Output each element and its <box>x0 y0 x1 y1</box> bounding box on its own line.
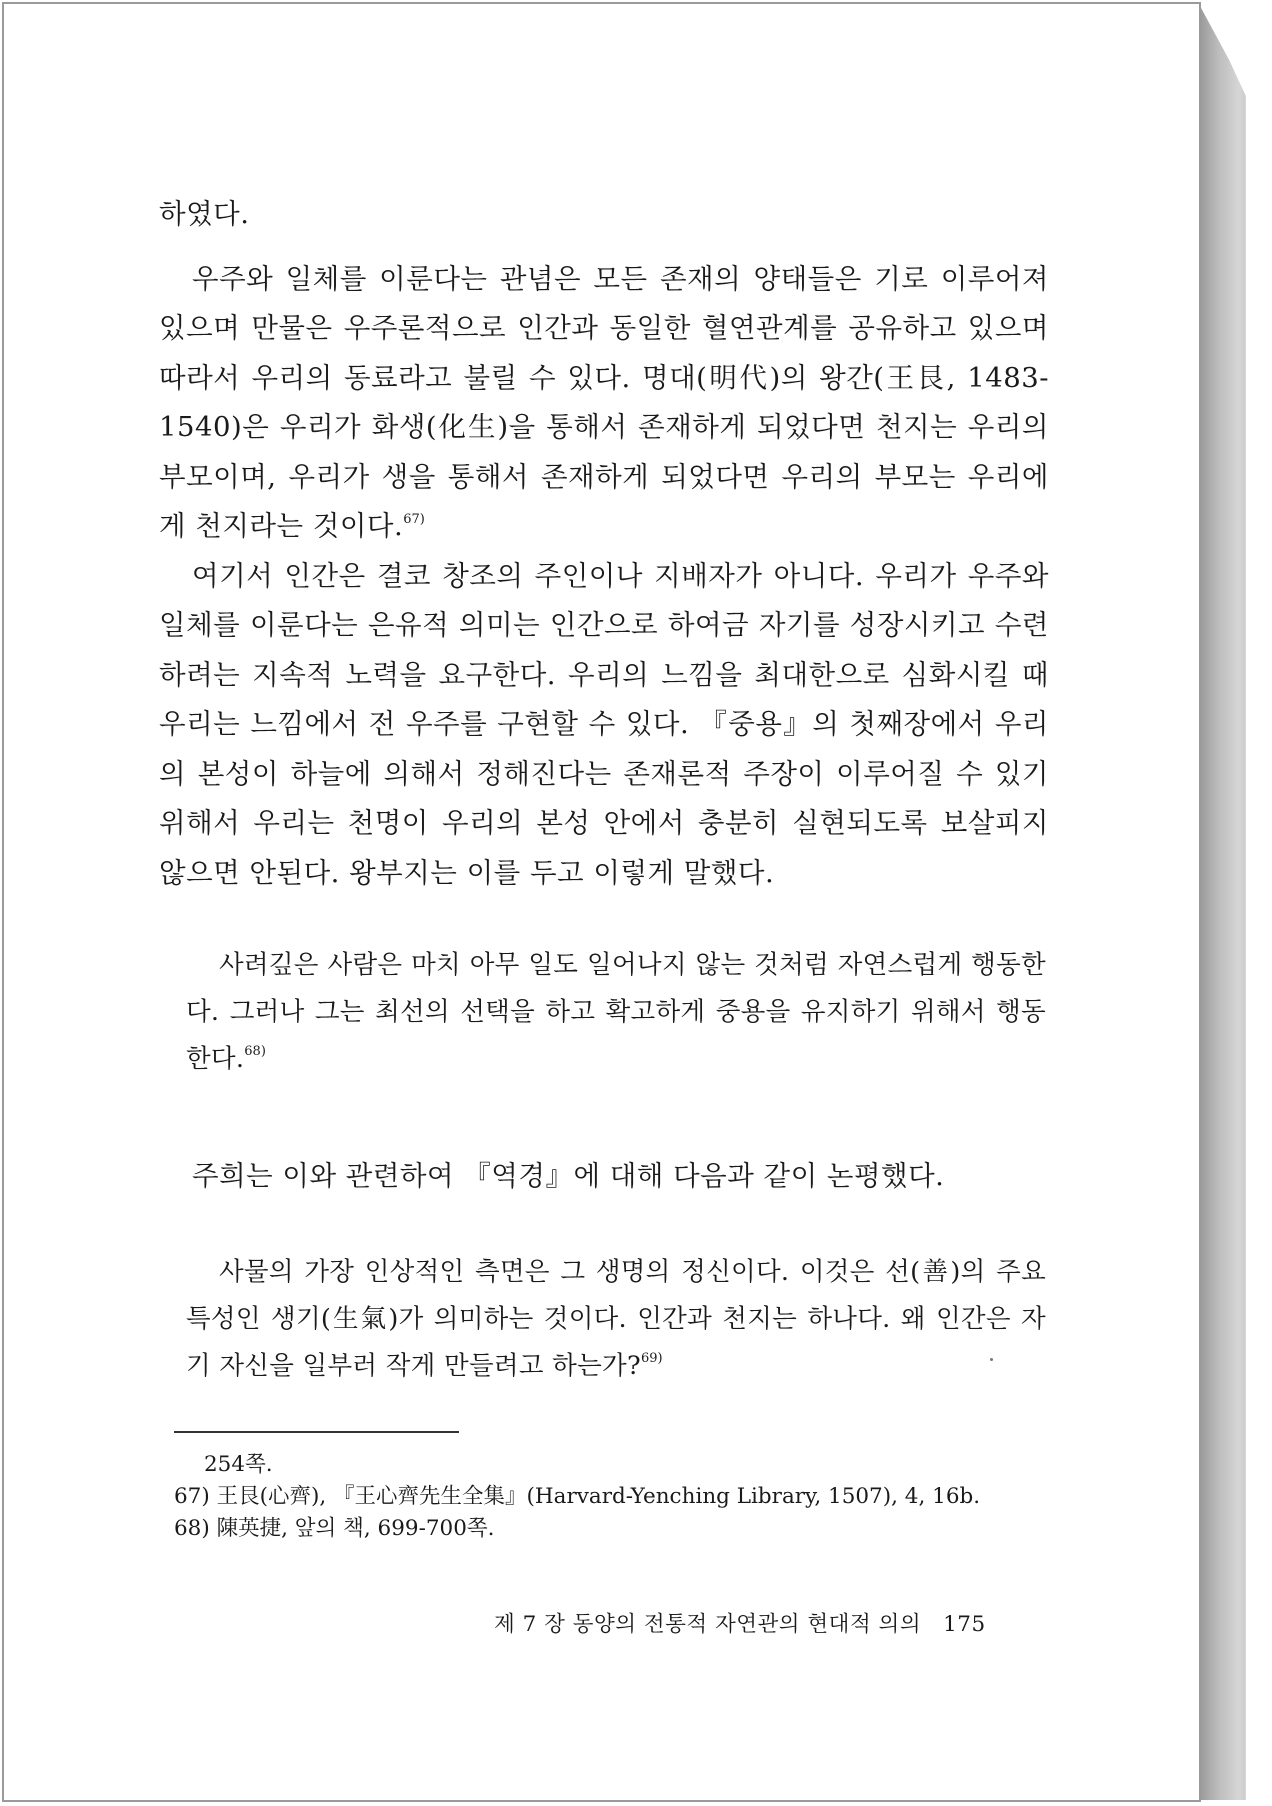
continuation-line: 하였다. <box>159 198 250 230</box>
paragraph-1 <box>159 255 1049 552</box>
footnote-separator <box>174 1431 459 1433</box>
body-text <box>159 190 1049 898</box>
footnote-ref-67: 67) <box>403 512 425 527</box>
scan-speck <box>990 1358 993 1361</box>
block-quote-1 <box>186 942 1046 1083</box>
footnote-line-2: 67) 王艮(心齊), 『王心齊先生全集』(Harvard-Yenching Library, 1507), 4, 16b. <box>174 1484 981 1509</box>
footnote-line-3: 68) 陳英捷, 앞의 책, 699-700쪽. <box>174 1516 495 1541</box>
block-quote-2 <box>186 1249 1046 1390</box>
book-page <box>2 2 1201 1802</box>
paragraph-3: 주희는 이와 관련하여 『역경』에 대해 다음과 같이 논평했다. <box>192 1160 945 1192</box>
footnote-ref-68: 68) <box>244 1044 266 1059</box>
chapter-title: 제 7 장 동양의 전통적 자연관의 현대적 의의 <box>494 1612 922 1637</box>
block-quote-1-text: 사려깊은 사람은 마치 아무 일도 일어나지 않는 것처럼 자연스럽게 행동한다. 그러나 그는 최선의 선택을 하고 확고하게 중용을 유지하기 위해서 행동한다. <box>186 950 1046 1074</box>
block-quote-2-text: 사물의 가장 인상적인 측면은 그 생명의 정신이다. 이것은 선(善)의 주요 특성인 생기(生氣)가 의미하는 것이다. 인간과 천지는 하나다. 왜 인간은 자기 자신을 일부러 작게 만들려고 하는가? <box>186 1257 1046 1381</box>
paragraph-2: 여기서 인간은 결코 창조의 주인이나 지배자가 아니다. 우리가 우주와 일체를 이룬다는 은유적 의미는 인간으로 하여금 자기를 성장시키고 수련하려는 지속적 노력을 요구한다. 우리의 느낌을 최대한으로 심화시킬 때 우리는 느낌에서 전 우주를 구현할 수 있다. 『중용』의 첫째장에서 우리의 본성이 하늘에 의해서 정해진다는 존재론적 주장이 이루어질 수 있기 위해서 우리는 천명이 우리의 본성 안에서 충분히 실현되도록 보살피지 않으면 안된다. 왕부지는 이를 두고 이렇게 말했다. <box>159 559 1049 889</box>
paragraph-1-text: 우주와 일체를 이룬다는 관념은 모든 존재의 양태들은 기로 이루어져 있으며 만물은 우주론적으로 인간과 동일한 혈연관계를 공유하고 있으며 따라서 우리의 동료라고 불릴 수 있다. 명대(明代)의 왕간(王艮, 1483-1540)은 우리가 화생(化生)을 통해서 존재하게 되었다면 천지는 우리의 부모이며, 우리가 생을 통해서 존재하게 되었다면 우리의 부모는 우리에게 천지라는 것이다. <box>159 262 1049 542</box>
page-number: 175 <box>943 1612 986 1637</box>
running-footer <box>494 1607 986 1638</box>
footnote-line-1: 254쪽. <box>204 1452 273 1477</box>
book-page-edge <box>1200 6 1252 1800</box>
footnote-ref-69: 69) <box>640 1351 663 1366</box>
